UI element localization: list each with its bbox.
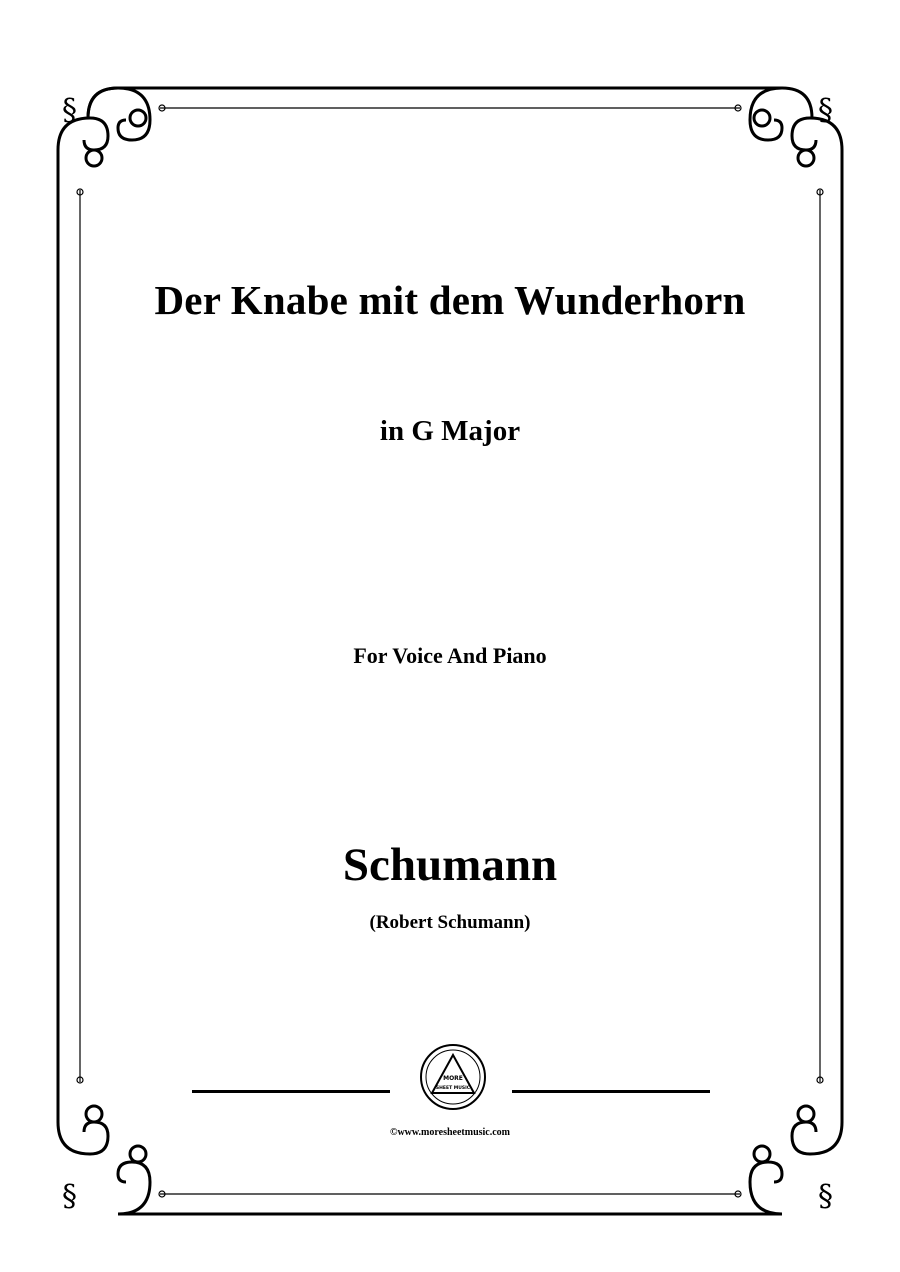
flourish-icon: § [62, 93, 77, 128]
svg-text:SHEET MUSIC: SHEET MUSIC [435, 1086, 471, 1091]
divider-right [512, 1090, 710, 1093]
composer-name: Schumann [342, 839, 558, 891]
composer-full-name: (Robert Schumann) [369, 912, 531, 933]
piece-title: Der Knabe mit dem Wunderhorn [154, 277, 746, 323]
flourish-icon: § [818, 1179, 833, 1214]
instrumentation: For Voice And Piano [353, 643, 547, 668]
flourish-icon: § [818, 93, 833, 128]
copyright-footer: ©www.moresheetmusic.com [389, 1127, 511, 1138]
svg-text:MORE: MORE [443, 1075, 463, 1082]
key-signature: in G Major [379, 415, 521, 447]
publisher-seal-icon [419, 1043, 487, 1111]
divider-left [192, 1090, 390, 1093]
flourish-icon: § [62, 1179, 77, 1214]
